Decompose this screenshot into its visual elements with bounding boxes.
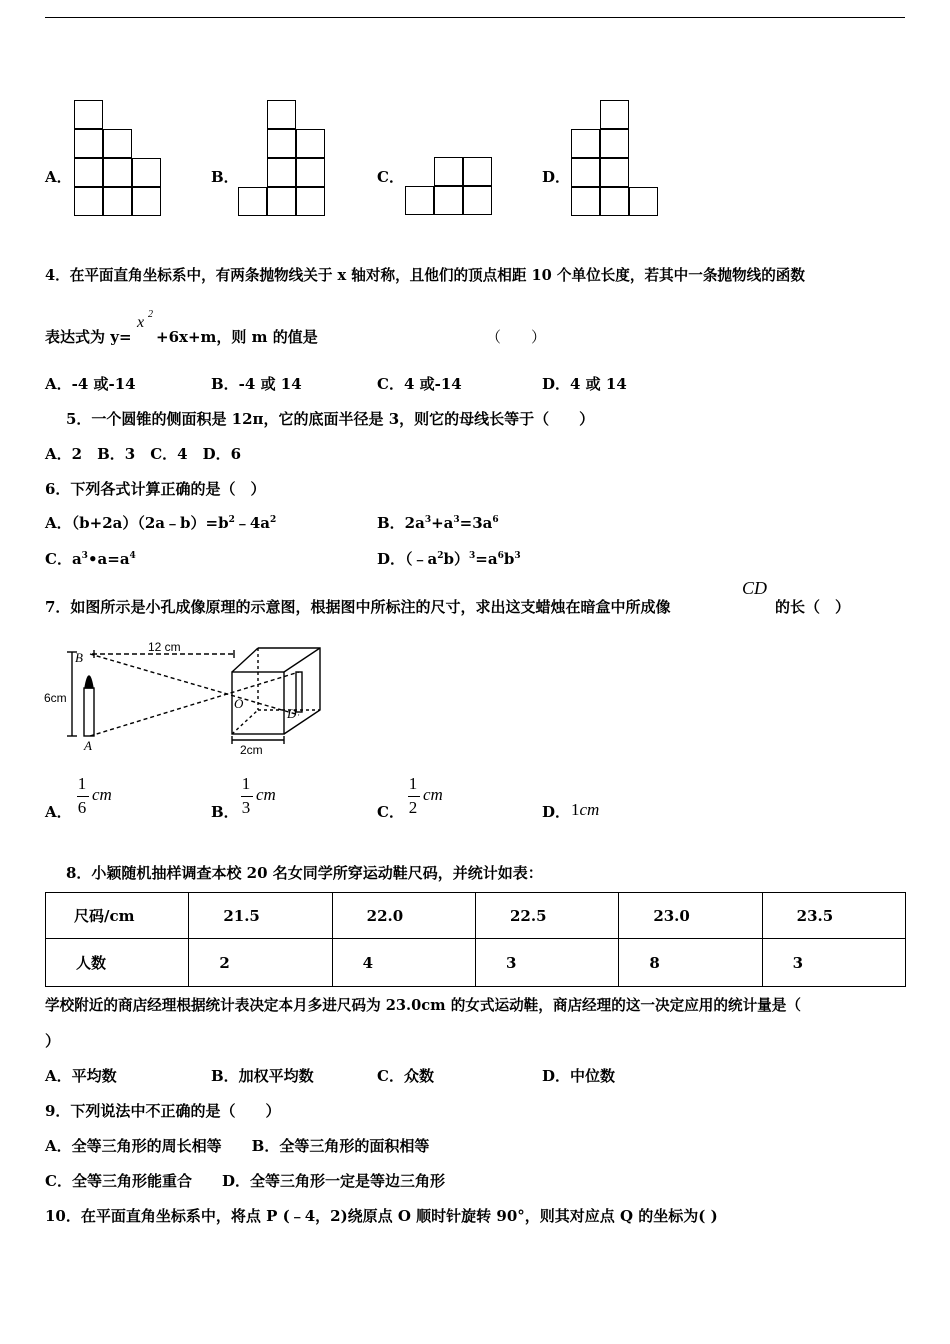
q8-option-b: B．加权平均数 bbox=[211, 1067, 314, 1085]
q6-option-d: D．$(﹣a^2b)^3=a^6b^3$ bbox=[377, 550, 521, 568]
candle-image bbox=[296, 672, 302, 712]
q7-option-b-letter: B． bbox=[211, 803, 239, 821]
table-cell: 3 bbox=[475, 939, 618, 987]
q8-option-c: C．众数 bbox=[377, 1067, 434, 1085]
q7-question-end: 的长（ ） bbox=[775, 598, 851, 616]
q4-answer-paren: （ ） bbox=[486, 328, 547, 346]
q6-question: 6．下列各式计算正确的是（ ） bbox=[45, 480, 266, 498]
q7-pinhole-figure bbox=[44, 640, 324, 758]
q5-options: A．2 B．3 C．4 D．6 bbox=[45, 445, 242, 463]
table-cell: 23.0 bbox=[619, 893, 762, 939]
q9-options-line1: A．全等三角形的周长相等 B．全等三角形的面积相等 bbox=[45, 1137, 430, 1155]
table-cell: 人数 bbox=[46, 939, 189, 987]
table-row bbox=[46, 893, 906, 939]
label-point-d: D bbox=[287, 706, 297, 721]
label-point-a: A bbox=[84, 738, 92, 753]
q3-figure-c bbox=[403, 155, 498, 221]
q8-followup-line2: ） bbox=[45, 1032, 61, 1050]
q7-option-c-letter: C． bbox=[377, 803, 404, 821]
candle-flame bbox=[85, 676, 93, 688]
q8-followup-line1: 学校附近的商店经理根据统计表决定本月多进尺码为 23.0cm 的女式运动鞋，商店经理的这一决定应用的统计量是（ bbox=[45, 997, 801, 1014]
q4-option-d: D．4 或 14 bbox=[542, 375, 627, 393]
label-12cm: 12 cm bbox=[148, 640, 181, 654]
q4-option-b: B．-4 或 14 bbox=[211, 375, 302, 393]
q4-x-squared-base: x bbox=[137, 314, 145, 331]
q3-option-b-letter: B． bbox=[211, 168, 239, 186]
q6-option-b: B．$2a^3+a^3=3a^6$ bbox=[377, 514, 499, 532]
q8-option-d: D．中位数 bbox=[542, 1067, 616, 1085]
q3-figure-b bbox=[236, 98, 331, 222]
q3-figure-d bbox=[569, 98, 664, 222]
label-point-o: O bbox=[234, 696, 244, 711]
q6-option-a: A．$(b+2a)(2a﹣b)=b^2﹣4a^2$ bbox=[45, 514, 277, 532]
q4-question-line1: 4．在平面直角坐标系中，有两条抛物线关于 x 轴对称，且他们的顶点相距 10 个单位长度，若其中一条抛物线的函数 bbox=[45, 267, 805, 284]
table-cell: 2 bbox=[189, 939, 332, 987]
q3-option-a-letter: A． bbox=[45, 168, 72, 186]
label-point-b: B bbox=[75, 650, 83, 665]
q8-shoe-size-table bbox=[45, 892, 906, 987]
q9-question: 9．下列说法中不正确的是（ ） bbox=[45, 1102, 281, 1120]
table-cell: 22.5 bbox=[475, 893, 618, 939]
q7-cd-symbol: CD bbox=[742, 578, 768, 598]
candle-body bbox=[84, 688, 94, 736]
q5-question: 5．一个圆锥的侧面积是 12π，它的底面半径是 3，则它的母线长等于（ ） bbox=[66, 410, 595, 428]
table-cell: 23.5 bbox=[762, 893, 905, 939]
q3-figure-a bbox=[72, 98, 167, 222]
table-row bbox=[46, 939, 906, 987]
q4-x-squared-exponent: 2 bbox=[148, 309, 153, 320]
q7-question-start: 7．如图所示是小孔成像原理的示意图，根据图中所标注的尺寸，求出这支蜡烛在暗盒中所成像 bbox=[45, 598, 671, 616]
table-cell: 22.0 bbox=[332, 893, 475, 939]
table-cell: 21.5 bbox=[189, 893, 332, 939]
q3-option-d-letter: D． bbox=[542, 168, 571, 186]
table-cell: 3 bbox=[762, 939, 905, 987]
q8-question: 8．小颖随机抽样调查本校 20 名女同学所穿运动鞋尺码，并统计如表： bbox=[66, 864, 543, 882]
q4-question-line2-end: +6x+m，则 m 的值是 bbox=[156, 328, 318, 346]
q4-option-a: A．-4 或-14 bbox=[45, 375, 136, 393]
q10-question: 10．在平面直角坐标系中，将点 P (﹣4，2)绕原点 O 顺时针旋转 90°，则其对应点 Q 的坐标为( ) bbox=[45, 1207, 718, 1225]
q8-option-a: A．平均数 bbox=[45, 1067, 117, 1085]
table-cell: 8 bbox=[619, 939, 762, 987]
q3-option-c-letter: C． bbox=[377, 168, 404, 186]
label-2cm: 2cm bbox=[240, 743, 263, 757]
label-6cm: 6cm bbox=[44, 691, 67, 705]
header-rule bbox=[45, 17, 905, 18]
q9-options-line2: C．全等三角形能重合 D．全等三角形一定是等边三角形 bbox=[45, 1172, 445, 1190]
q7-option-d-letter: D． bbox=[542, 803, 571, 821]
q7-option-d-value: 1cm bbox=[571, 800, 600, 819]
table-cell: 尺码/cm bbox=[46, 893, 189, 939]
q6-option-c: C．$a^3•a=a^4$ bbox=[45, 550, 136, 568]
q4-option-c: C．4 或-14 bbox=[377, 375, 462, 393]
table-cell: 4 bbox=[332, 939, 475, 987]
q7-option-a-letter: A． bbox=[45, 803, 72, 821]
q4-question-line2-start: 表达式为 y= bbox=[45, 328, 132, 346]
